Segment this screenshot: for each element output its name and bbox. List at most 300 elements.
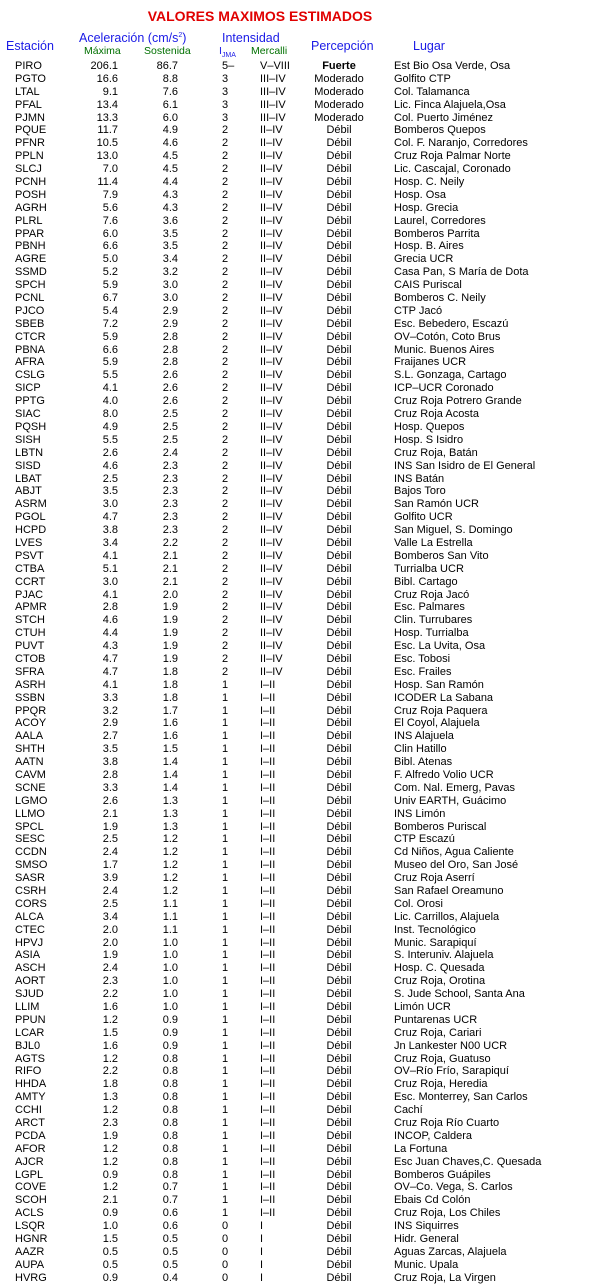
mercalli-intensity: II–IV <box>260 124 283 137</box>
max-acceleration: 2.6 <box>102 794 118 807</box>
page-title: VALORES MAXIMOS ESTIMADOS <box>147 8 373 24</box>
perception: Débil <box>326 1052 352 1065</box>
location: Bomberos Parrita <box>394 227 480 240</box>
sustained-acceleration: 1.4 <box>162 781 178 794</box>
ijma-intensity: 2 <box>222 163 229 176</box>
perception: Débil <box>326 549 352 562</box>
mercalli-intensity: I–II <box>260 923 276 936</box>
table-row <box>0 975 590 988</box>
mercalli-intensity: II–IV <box>260 382 283 395</box>
sustained-acceleration: 0.8 <box>162 1104 178 1117</box>
location: Esc. La Uvita, Osa <box>394 640 486 653</box>
ijma-intensity: 2 <box>222 524 229 537</box>
perception: Débil <box>326 717 352 730</box>
perception: Débil <box>326 356 352 369</box>
sustained-acceleration: 0.8 <box>162 1117 178 1130</box>
mercalli-intensity: III–IV <box>260 98 286 111</box>
table-row <box>0 253 590 266</box>
ijma-intensity: 1 <box>222 897 229 910</box>
location: Ebais Cd Colón <box>394 1194 471 1207</box>
mercalli-intensity: I–II <box>260 1052 276 1065</box>
mercalli-intensity: II–IV <box>260 446 283 459</box>
perception: Débil <box>326 1104 352 1117</box>
ijma-intensity: 2 <box>222 369 229 382</box>
mercalli-intensity: III–IV <box>260 72 286 85</box>
station-code: APMR <box>15 601 47 614</box>
table-row <box>0 434 590 447</box>
max-acceleration: 2.1 <box>102 1194 118 1207</box>
table-row <box>0 1078 590 1091</box>
max-acceleration: 2.9 <box>102 717 118 730</box>
ijma-intensity: 1 <box>222 1104 229 1117</box>
max-acceleration: 1.9 <box>102 1129 118 1142</box>
table-row <box>0 769 590 782</box>
ijma-intensity: 2 <box>222 420 229 433</box>
location: OV–Río Frío, Sarapiquí <box>394 1065 509 1078</box>
max-acceleration: 5.1 <box>102 562 118 575</box>
max-acceleration: 1.3 <box>102 1091 118 1104</box>
station-code: PPLN <box>15 150 44 163</box>
perception: Débil <box>326 1233 352 1246</box>
station-code: SSMD <box>15 266 47 279</box>
perception: Débil <box>326 988 352 1001</box>
sustained-acceleration: 3.0 <box>162 292 178 305</box>
mercalli-intensity: I–II <box>260 743 276 756</box>
location: Lic. Cascajal, Coronado <box>394 163 511 176</box>
max-acceleration: 0.5 <box>102 1258 118 1271</box>
ijma-intensity: 1 <box>222 923 229 936</box>
sustained-acceleration: 2.6 <box>162 395 178 408</box>
sustained-acceleration: 1.1 <box>162 910 178 923</box>
table-row <box>0 898 590 911</box>
mercalli-intensity: I–II <box>260 807 276 820</box>
station-code: SMSO <box>15 859 48 872</box>
max-acceleration: 2.5 <box>102 897 118 910</box>
perception: Débil <box>326 536 352 549</box>
max-acceleration: 2.2 <box>102 988 118 1001</box>
sustained-acceleration: 3.2 <box>162 266 178 279</box>
ijma-intensity: 2 <box>222 536 229 549</box>
max-acceleration: 0.5 <box>102 1245 118 1258</box>
station-code: POSH <box>15 188 47 201</box>
table-row <box>0 1065 590 1078</box>
ijma-intensity: 1 <box>222 949 229 962</box>
mercalli-intensity: II–IV <box>260 601 283 614</box>
table-row <box>0 421 590 434</box>
station-code: CTEC <box>15 923 45 936</box>
sustained-acceleration: 2.6 <box>162 382 178 395</box>
location: Puntarenas UCR <box>394 1013 478 1026</box>
max-acceleration: 7.0 <box>102 163 118 176</box>
max-acceleration: 1.0 <box>102 1220 118 1233</box>
perception: Débil <box>326 150 352 163</box>
mercalli-intensity: II–IV <box>260 227 283 240</box>
max-acceleration: 4.7 <box>102 652 118 665</box>
mercalli-intensity: I–II <box>260 1104 276 1117</box>
location: Cruz Roja, Batán <box>394 446 478 459</box>
mercalli-intensity: II–IV <box>260 163 283 176</box>
ijma-intensity: 0 <box>222 1233 229 1246</box>
perception: Débil <box>326 1194 352 1207</box>
mercalli-intensity: II–IV <box>260 150 283 163</box>
table-row <box>0 292 590 305</box>
station-code: HPVJ <box>15 936 44 949</box>
max-acceleration: 13.3 <box>96 111 118 124</box>
ijma-intensity: 2 <box>222 459 229 472</box>
perception: Débil <box>326 859 352 872</box>
perception: Débil <box>326 188 352 201</box>
ijma-intensity: 1 <box>222 1091 229 1104</box>
ijma-intensity: 2 <box>222 214 229 227</box>
table-row <box>0 305 590 318</box>
sustained-acceleration: 2.2 <box>162 536 178 549</box>
sustained-acceleration: 1.1 <box>162 897 178 910</box>
station-code: LLMO <box>15 807 45 820</box>
ijma-intensity: 1 <box>222 781 229 794</box>
table-row <box>0 846 590 859</box>
location: Jn Lankester N00 UCR <box>394 1039 508 1052</box>
ijma-intensity: 1 <box>222 833 229 846</box>
location: ICP–UCR Coronado <box>394 382 494 395</box>
max-acceleration: 0.9 <box>102 1207 118 1220</box>
sustained-acceleration: 1.9 <box>162 652 178 665</box>
table-row <box>0 962 590 975</box>
location: Fraijanes UCR <box>394 356 467 369</box>
table-row <box>0 1027 590 1040</box>
station-code: PFAL <box>15 98 42 111</box>
location: Cruz Roja, Guatuso <box>394 1052 491 1065</box>
location: Munic. Upala <box>394 1258 459 1271</box>
ijma-intensity: 1 <box>222 1117 229 1130</box>
table-row <box>0 266 590 279</box>
location: Col. Puerto Jiménez <box>394 111 494 124</box>
ijma-intensity: 0 <box>222 1220 229 1233</box>
ijma-intensity: 2 <box>222 511 229 524</box>
perception: Débil <box>326 794 352 807</box>
perception: Débil <box>326 820 352 833</box>
location: Hosp. C. Neily <box>394 176 465 189</box>
perception: Débil <box>326 575 352 588</box>
table-row <box>0 576 590 589</box>
table-row <box>0 150 590 163</box>
location: Bomberos Puriscal <box>394 820 487 833</box>
perception: Débil <box>326 1181 352 1194</box>
table-row <box>0 885 590 898</box>
station-code: SFRA <box>15 665 45 678</box>
max-acceleration: 3.0 <box>102 575 118 588</box>
sustained-acceleration: 86.7 <box>156 60 178 72</box>
mercalli-intensity: I–II <box>260 1129 276 1142</box>
table-row <box>0 395 590 408</box>
max-acceleration: 1.2 <box>102 1104 118 1117</box>
location: Museo del Oro, San José <box>394 859 519 872</box>
mercalli-intensity: I–II <box>260 1013 276 1026</box>
location: Com. Nal. Emerg, Pavas <box>394 781 516 794</box>
sustained-acceleration: 1.2 <box>162 846 178 859</box>
station-code: ASCH <box>15 962 46 975</box>
ijma-intensity: 2 <box>222 150 229 163</box>
perception: Débil <box>326 1039 352 1052</box>
sustained-acceleration: 1.2 <box>162 885 178 897</box>
ijma-intensity: 1 <box>222 1001 229 1014</box>
table-row <box>0 949 590 962</box>
table-row <box>0 228 590 241</box>
perception: Débil <box>326 704 352 717</box>
table-row <box>0 730 590 743</box>
perception: Débil <box>326 691 352 704</box>
perception: Débil <box>326 743 352 756</box>
header-estacion: Estación <box>6 39 54 53</box>
mercalli-intensity: I–II <box>260 678 276 691</box>
mercalli-intensity: II–IV <box>260 511 283 524</box>
location: INCOP, Caldera <box>394 1129 473 1142</box>
table-row <box>0 937 590 950</box>
location: Cruz Roja, La Virgen <box>394 1271 496 1284</box>
location: ICODER La Sabana <box>394 691 494 704</box>
perception: Débil <box>326 253 352 266</box>
perception: Débil <box>326 485 352 498</box>
max-acceleration: 8.0 <box>102 408 118 421</box>
station-code: SISD <box>15 459 41 472</box>
mercalli-intensity: I–II <box>260 872 276 885</box>
max-acceleration: 1.2 <box>102 1155 118 1168</box>
ijma-intensity: 2 <box>222 124 229 137</box>
sustained-acceleration: 6.1 <box>162 98 178 111</box>
table-row <box>0 563 590 576</box>
max-acceleration: 4.1 <box>102 678 118 691</box>
perception: Débil <box>326 665 352 678</box>
perception: Débil <box>326 1168 352 1181</box>
sustained-acceleration: 2.1 <box>162 575 178 588</box>
max-acceleration: 1.5 <box>102 1026 118 1039</box>
sustained-acceleration: 2.3 <box>162 511 178 524</box>
station-code: SIAC <box>15 408 41 421</box>
table-row <box>0 821 590 834</box>
location: INS Alajuela <box>394 730 454 743</box>
station-code: PCNL <box>15 292 45 305</box>
location: Bomberos Guápiles <box>394 1168 491 1181</box>
sustained-acceleration: 1.1 <box>162 923 178 936</box>
table-row <box>0 833 590 846</box>
sustained-acceleration: 2.8 <box>162 330 178 343</box>
table-row <box>0 447 590 460</box>
mercalli-intensity: I–II <box>260 859 276 872</box>
header-aceleracion: Aceleración $(cm/s^2)$ <box>79 31 187 45</box>
ijma-intensity: 2 <box>222 382 229 395</box>
sustained-acceleration: 3.4 <box>162 253 178 266</box>
station-code: LBTN <box>15 446 44 459</box>
table-row <box>0 911 590 924</box>
ijma-intensity: 2 <box>222 562 229 575</box>
station-code: HHDA <box>15 1078 47 1091</box>
station-code: ACOY <box>15 717 47 730</box>
max-acceleration: 206.1 <box>90 60 118 72</box>
data-table <box>0 60 590 1285</box>
table-row <box>0 485 590 498</box>
sustained-acceleration: 1.4 <box>162 768 178 781</box>
max-acceleration: 2.7 <box>102 730 118 743</box>
mercalli-intensity: II–IV <box>260 292 283 305</box>
location: Clin Hatillo <box>394 743 447 756</box>
table-row <box>0 112 590 125</box>
ijma-intensity: 2 <box>222 176 229 189</box>
mercalli-intensity: I–II <box>260 1181 276 1194</box>
ijma-intensity: 1 <box>222 730 229 743</box>
location: Lic. Finca Alajuela,Osa <box>394 98 506 111</box>
location: CAIS Puriscal <box>394 279 462 292</box>
table-row <box>0 86 590 99</box>
ijma-intensity: 2 <box>222 266 229 279</box>
location: Cd Niños, Agua Caliente <box>394 846 514 859</box>
location: Munic. Sarapiquí <box>394 936 477 949</box>
table-row <box>0 1220 590 1233</box>
max-acceleration: 13.0 <box>96 150 118 163</box>
table-row <box>0 511 590 524</box>
sustained-acceleration: 1.0 <box>162 949 178 962</box>
ijma-intensity: 1 <box>222 1078 229 1091</box>
ijma-intensity: 1 <box>222 678 229 691</box>
perception: Débil <box>326 1207 352 1220</box>
location: Hosp. Quepos <box>394 420 465 433</box>
table-row <box>0 240 590 253</box>
mercalli-intensity: I–II <box>260 717 276 730</box>
sustained-acceleration: 2.0 <box>162 588 178 601</box>
station-code: SESC <box>15 833 45 846</box>
table-row <box>0 369 590 382</box>
station-code: AAZR <box>15 1245 45 1258</box>
location: Col. Orosi <box>394 897 443 910</box>
location: INS Siquirres <box>394 1220 459 1233</box>
station-code: ACLS <box>15 1207 44 1220</box>
location: Esc. Palmares <box>394 601 465 614</box>
ijma-intensity: 2 <box>222 433 229 446</box>
mercalli-intensity: I–II <box>260 794 276 807</box>
table-row <box>0 795 590 808</box>
max-acceleration: 5.9 <box>102 330 118 343</box>
station-code: CTBA <box>15 562 45 575</box>
station-code: BJL0 <box>15 1039 41 1052</box>
mercalli-intensity: I <box>260 1271 264 1284</box>
table-row <box>0 498 590 511</box>
sustained-acceleration: 1.0 <box>162 975 178 988</box>
station-code: ASIA <box>15 949 41 962</box>
mercalli-intensity: I–II <box>260 885 276 897</box>
table-row <box>0 60 590 73</box>
table-row <box>0 653 590 666</box>
ijma-intensity: 1 <box>222 1181 229 1194</box>
sustained-acceleration: 2.3 <box>162 498 178 511</box>
sustained-acceleration: 1.7 <box>162 704 178 717</box>
table-row <box>0 692 590 705</box>
sustained-acceleration: 0.4 <box>162 1271 178 1284</box>
sustained-acceleration: 4.3 <box>162 201 178 214</box>
table-row <box>0 1181 590 1194</box>
max-acceleration: 2.8 <box>102 601 118 614</box>
mercalli-intensity: I–II <box>260 730 276 743</box>
location: Bajos Toro <box>394 485 446 498</box>
max-acceleration: 4.9 <box>102 420 118 433</box>
mercalli-intensity: I–II <box>260 975 276 988</box>
sustained-acceleration: 1.6 <box>162 717 178 730</box>
station-code: ARCT <box>15 1117 45 1130</box>
sustained-acceleration: 1.0 <box>162 988 178 1001</box>
max-acceleration: 2.1 <box>102 807 118 820</box>
location: S.L. Gonzaga, Cartago <box>394 369 507 382</box>
ijma-intensity: 1 <box>222 794 229 807</box>
max-acceleration: 5.2 <box>102 266 118 279</box>
sustained-acceleration: 1.0 <box>162 962 178 975</box>
perception: Débil <box>326 1245 352 1258</box>
sustained-acceleration: 1.0 <box>162 936 178 949</box>
perception: Débil <box>326 652 352 665</box>
location: OV–Cotón, Coto Brus <box>394 330 501 343</box>
sustained-acceleration: 4.5 <box>162 163 178 176</box>
ijma-intensity: 2 <box>222 279 229 292</box>
ijma-intensity: 2 <box>222 201 229 214</box>
location: Bomberos Quepos <box>394 124 486 137</box>
station-code: SBEB <box>15 317 45 330</box>
table-row <box>0 782 590 795</box>
header-sostenida: Sostenida <box>144 45 191 57</box>
mercalli-intensity: I–II <box>260 1207 276 1220</box>
max-acceleration: 10.5 <box>96 137 118 150</box>
mercalli-intensity: I–II <box>260 691 276 704</box>
ijma-intensity: 1 <box>222 988 229 1001</box>
location: Cachí <box>394 1104 423 1117</box>
sustained-acceleration: 0.8 <box>162 1052 178 1065</box>
mercalli-intensity: II–IV <box>260 652 283 665</box>
ijma-intensity: 2 <box>222 395 229 408</box>
ijma-intensity: 1 <box>222 1065 229 1078</box>
location: Col. Talamanca <box>394 85 470 98</box>
ijma-intensity: 2 <box>222 304 229 317</box>
ijma-intensity: 1 <box>222 1026 229 1039</box>
perception: Débil <box>326 176 352 189</box>
table-row <box>0 627 590 640</box>
mercalli-intensity: II–IV <box>260 304 283 317</box>
max-acceleration: 2.4 <box>102 846 118 859</box>
mercalli-intensity: I–II <box>260 833 276 846</box>
table-row <box>0 872 590 885</box>
table-row <box>0 99 590 112</box>
sustained-acceleration: 2.5 <box>162 420 178 433</box>
ijma-intensity: 1 <box>222 820 229 833</box>
mercalli-intensity: I–II <box>260 1142 276 1155</box>
sustained-acceleration: 2.8 <box>162 343 178 356</box>
station-code: LGPL <box>15 1168 44 1181</box>
mercalli-intensity: I–II <box>260 1117 276 1130</box>
perception: Débil <box>326 472 352 485</box>
location: San Ramón UCR <box>394 498 479 511</box>
sustained-acceleration: 1.6 <box>162 730 178 743</box>
perception: Débil <box>326 1142 352 1155</box>
header-intensidad: Intensidad <box>222 31 280 45</box>
perception: Moderado <box>314 72 364 85</box>
perception: Débil <box>326 627 352 640</box>
mercalli-intensity: II–IV <box>260 137 283 150</box>
mercalli-intensity: II–IV <box>260 536 283 549</box>
ijma-intensity: 2 <box>222 317 229 330</box>
perception: Débil <box>326 459 352 472</box>
table-row <box>0 1130 590 1143</box>
sustained-acceleration: 1.9 <box>162 627 178 640</box>
ijma-intensity: 2 <box>222 292 229 305</box>
location: Limón UCR <box>394 1001 451 1014</box>
max-acceleration: 1.9 <box>102 949 118 962</box>
ijma-intensity: 2 <box>222 601 229 614</box>
ijma-intensity: 0 <box>222 1271 229 1284</box>
location: San Miguel, S. Domingo <box>394 524 513 537</box>
